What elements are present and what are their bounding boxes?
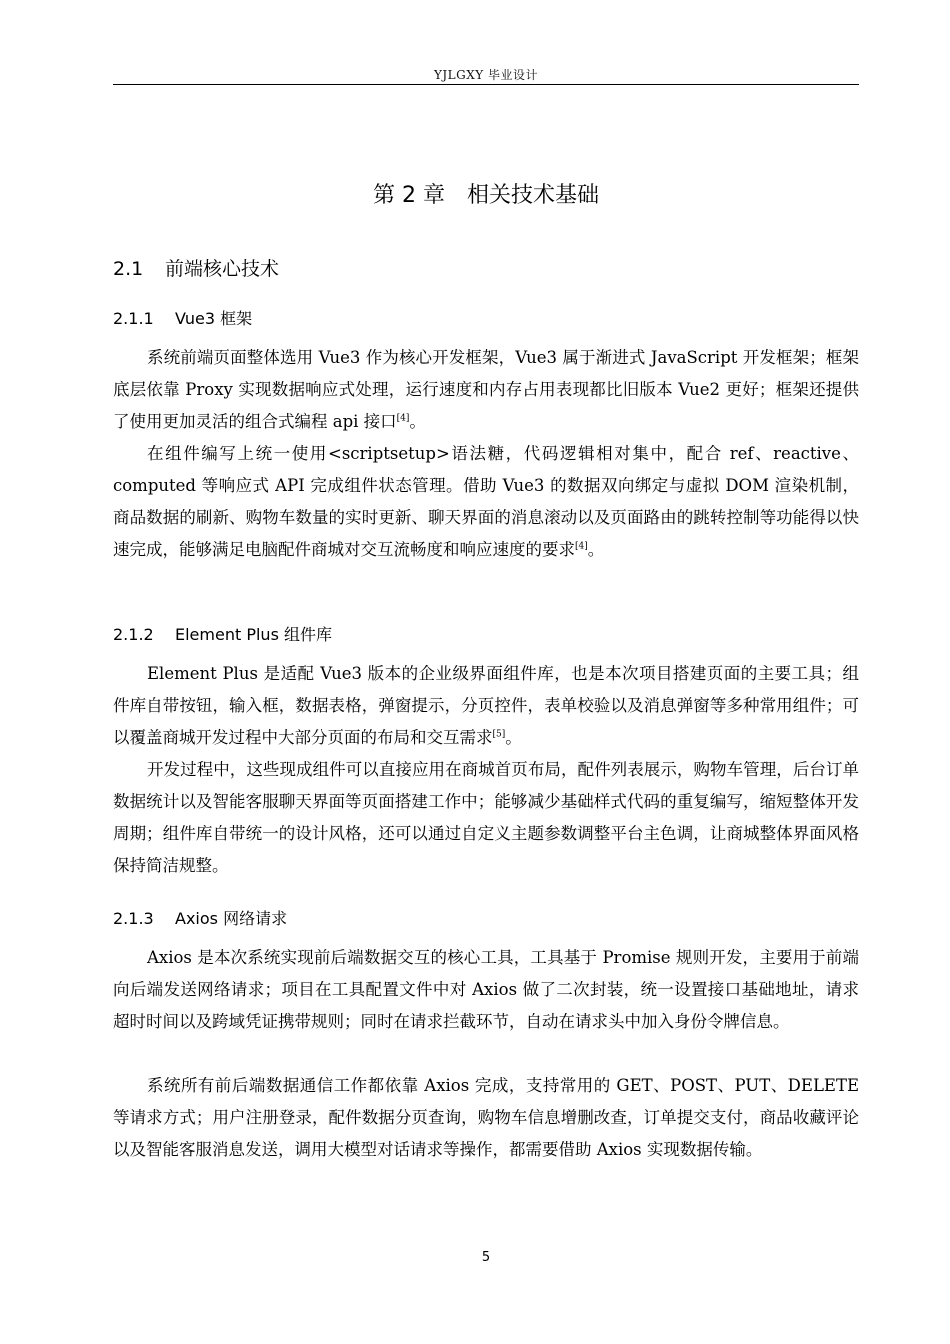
citation: [4] [575, 541, 588, 552]
subsection-title: Axios 网络请求 [175, 909, 288, 928]
page-number: 5 [481, 1250, 491, 1265]
subsection-title: Element Plus 组件库 [175, 625, 332, 644]
subsection-number: 2.1.2 [113, 625, 154, 644]
subsection-heading [113, 906, 287, 929]
citation: [5] [492, 729, 506, 740]
section-heading [113, 254, 279, 281]
paragraph-end: 。 [409, 412, 426, 431]
paragraph [113, 658, 859, 754]
paragraph-text: Element Plus 是适配 Vue3 版本的企业级界面组件库，也是本次项目搭建页面的主要工具；组件库自带按钮，输入框，数据表格，弹窗提示，分页控件，表单校验以及消息弹窗等多种常用组件；可以覆盖商城开发过程中大部分页面的布局和交互需求 [113, 664, 859, 747]
section-number: 2.1 [113, 258, 144, 280]
section-title: 前端核心技术 [165, 258, 280, 280]
subsection-heading [113, 306, 252, 329]
paragraph-text: 系统所有前后端数据通信工作都依靠 Axios 完成，支持常用的 GET、POST、PUT、DELETE 等请求方式；用户注册登录，配件数据分页查询，购物车信息增删改查，订单提交支付，商品收藏评论以及智能客服消息发送，调用大模型对话请求等操作，都需要借助 Axios 实现数据传输。 [113, 1076, 859, 1159]
chapter-heading [113, 178, 859, 209]
paragraph-text: 在组件编写上统一使用<scriptsetup>语法糖，代码逻辑相对集中，配合 ref、reactive、computed 等响应式 API 完成组件状态管理。借助 Vue3 的数据双向绑定与虚拟 DOM 渲染机制，商品数据的刷新、购物车数量的实时更新、聊天界面的消息滚动以及页面路由的跳转控制等功能得以快速完成，能够满足电脑配件商城对交互流畅度和响应速度的要求 [113, 444, 859, 559]
subsection-number: 2.1.3 [113, 909, 154, 928]
paragraph [113, 438, 859, 566]
paragraph [113, 342, 859, 438]
subsection-title: Vue3 框架 [175, 309, 253, 328]
paragraph-text: 系统前端页面整体选用 Vue3 作为核心开发框架，Vue3 属于渐进式 JavaScript 开发框架；框架底层依靠 Proxy 实现数据响应式处理，运行速度和内存占用表现都比旧版本 Vue2 更好；框架还提供了使用更加灵活的组合式编程 api 接口 [113, 348, 859, 431]
running-header: YJLGXY 毕业设计 [433, 68, 539, 82]
paragraph [113, 942, 859, 1038]
paragraph-text: 开发过程中，这些现成组件可以直接应用在商城首页布局，配件列表展示，购物车管理，后台订单数据统计以及智能客服聊天界面等页面搭建工作中；能够减少基础样式代码的重复编写，缩短整体开发周期；组件库自带统一的设计风格，还可以通过自定义主题参数调整平台主色调，让商城整体界面风格保持简洁规整。 [113, 760, 859, 875]
paragraph [113, 754, 859, 882]
citation: [4] [396, 413, 410, 424]
paragraph [113, 1070, 859, 1166]
subsection-heading [113, 622, 332, 645]
chapter-number: 第 2 章 [373, 183, 445, 208]
chapter-title: 相关技术基础 [466, 183, 599, 208]
paragraph-text: Axios 是本次系统实现前后端数据交互的核心工具，工具基于 Promise 规则开发，主要用于前端向后端发送网络请求；项目在工具配置文件中对 Axios 做了二次封装，统一设置接口基础地址，请求超时时间以及跨域凭证携带规则；同时在请求拦截环节，自动在请求头中加入身份令牌信息。 [113, 948, 859, 1031]
header-rule [113, 84, 859, 85]
paragraph-end: 。 [505, 728, 522, 747]
subsection-number: 2.1.1 [113, 309, 154, 328]
paragraph-end: 。 [587, 540, 605, 559]
